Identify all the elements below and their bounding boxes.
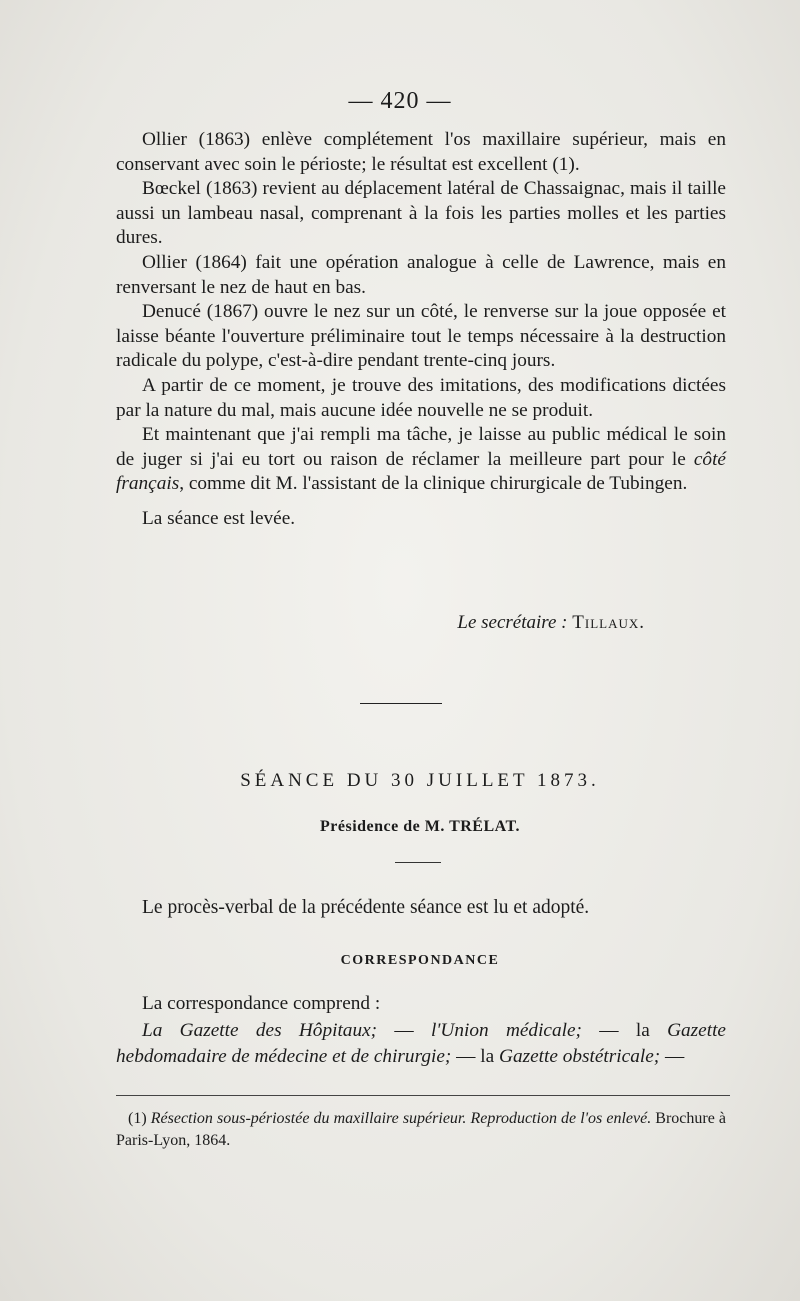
- list-separator: — la: [451, 1046, 500, 1067]
- footnote-rule: [116, 1095, 730, 1096]
- secretary-name: Tillaux.: [572, 612, 645, 633]
- conclusion-text-a: Et maintenant que j'ai rempli ma tâche, je laisse au public médical le soin de juger si j'ai eu tort ou raison de réclamer la meilleure part pour le: [116, 424, 726, 470]
- list-separator: —: [660, 1046, 685, 1067]
- main-text: [116, 128, 726, 532]
- paragraph-seance-levee: La séance est levée.: [142, 507, 296, 529]
- journal-union-medicale: l'Union médicale;: [430, 1020, 582, 1041]
- conclusion-emphasis: côté français: [116, 448, 726, 495]
- paragraph-denuce-1867: Denucé (1867) ouvre le nez sur un côté, le renverse sur la joue opposée et laisse béante l'ouverture préliminaire tout le temps nécessaire à la destruction radicale du polype, c'est-à-dire pendant trente-cinq jours.: [116, 301, 726, 372]
- paragraph-imitations: A partir de ce moment, je trouve des imitations, des modifications dictées par la nature du mal, mais aucune idée nouvelle ne se produit.: [116, 374, 726, 421]
- conclusion-text-b: , comme dit M. l'assistant de la clinique chirurgicale de Tubingen.: [179, 473, 688, 495]
- footnote-rest: Brochure à Paris-Lyon, 1864.: [116, 1110, 726, 1149]
- paragraph-boeckel-1863: Bœckel (1863) revient au déplacement latéral de Chassaignac, mais il taille aussi un lambeau nasal, comprenant à la fois les parties molles et les parties dures.: [116, 178, 726, 249]
- paragraph-ollier-1863: Ollier (1863) enlève complétement l'os maxillaire supérieur, mais en conservant avec soin le périoste; le résultat est excellent (1).: [116, 129, 726, 175]
- correspondance-list: [116, 1018, 726, 1070]
- secretary-role: Le secrétaire :: [457, 612, 568, 633]
- proces-verbal: Le procès-verbal de la précédente séance est lu et adopté.: [142, 897, 590, 918]
- session-title: SÉANCE DU 30 JUILLET 1873.: [240, 770, 600, 791]
- journal-gazette-obstetricale: Gazette obstétricale;: [499, 1046, 661, 1067]
- session-presidence: Présidence de M. TRÉLAT.: [320, 818, 520, 835]
- list-separator: —: [377, 1020, 431, 1041]
- correspondance-section: [116, 990, 726, 1070]
- section-divider: [360, 703, 442, 704]
- paragraph-conclusion: [116, 423, 726, 497]
- footnote-title: Résection sous-périostée du maxillaire supérieur. Reproduction de l'os enlevé.: [150, 1110, 652, 1127]
- correspondance-intro: La correspondance comprend :: [142, 993, 381, 1014]
- footnote: [116, 1108, 726, 1152]
- journal-gazette-hebdomadaire: Gazette hebdomadaire de médecine et de chirurgie;: [116, 1020, 726, 1067]
- secretary-signature: [0, 612, 645, 634]
- journal-gazette-hopitaux: La Gazette des Hôpitaux;: [142, 1020, 378, 1041]
- page-number: — 420 —: [348, 88, 452, 114]
- correspondance-heading: CORRESPONDANCE: [340, 953, 500, 968]
- footnote-marker: (1): [128, 1110, 151, 1127]
- footnote-text: [116, 1108, 726, 1152]
- list-separator: — la: [581, 1020, 668, 1041]
- short-divider: [395, 862, 441, 863]
- paragraph-ollier-1864: Ollier (1864) fait une opération analogue à celle de Lawrence, mais en renversant le nez de haut en bas.: [116, 251, 726, 298]
